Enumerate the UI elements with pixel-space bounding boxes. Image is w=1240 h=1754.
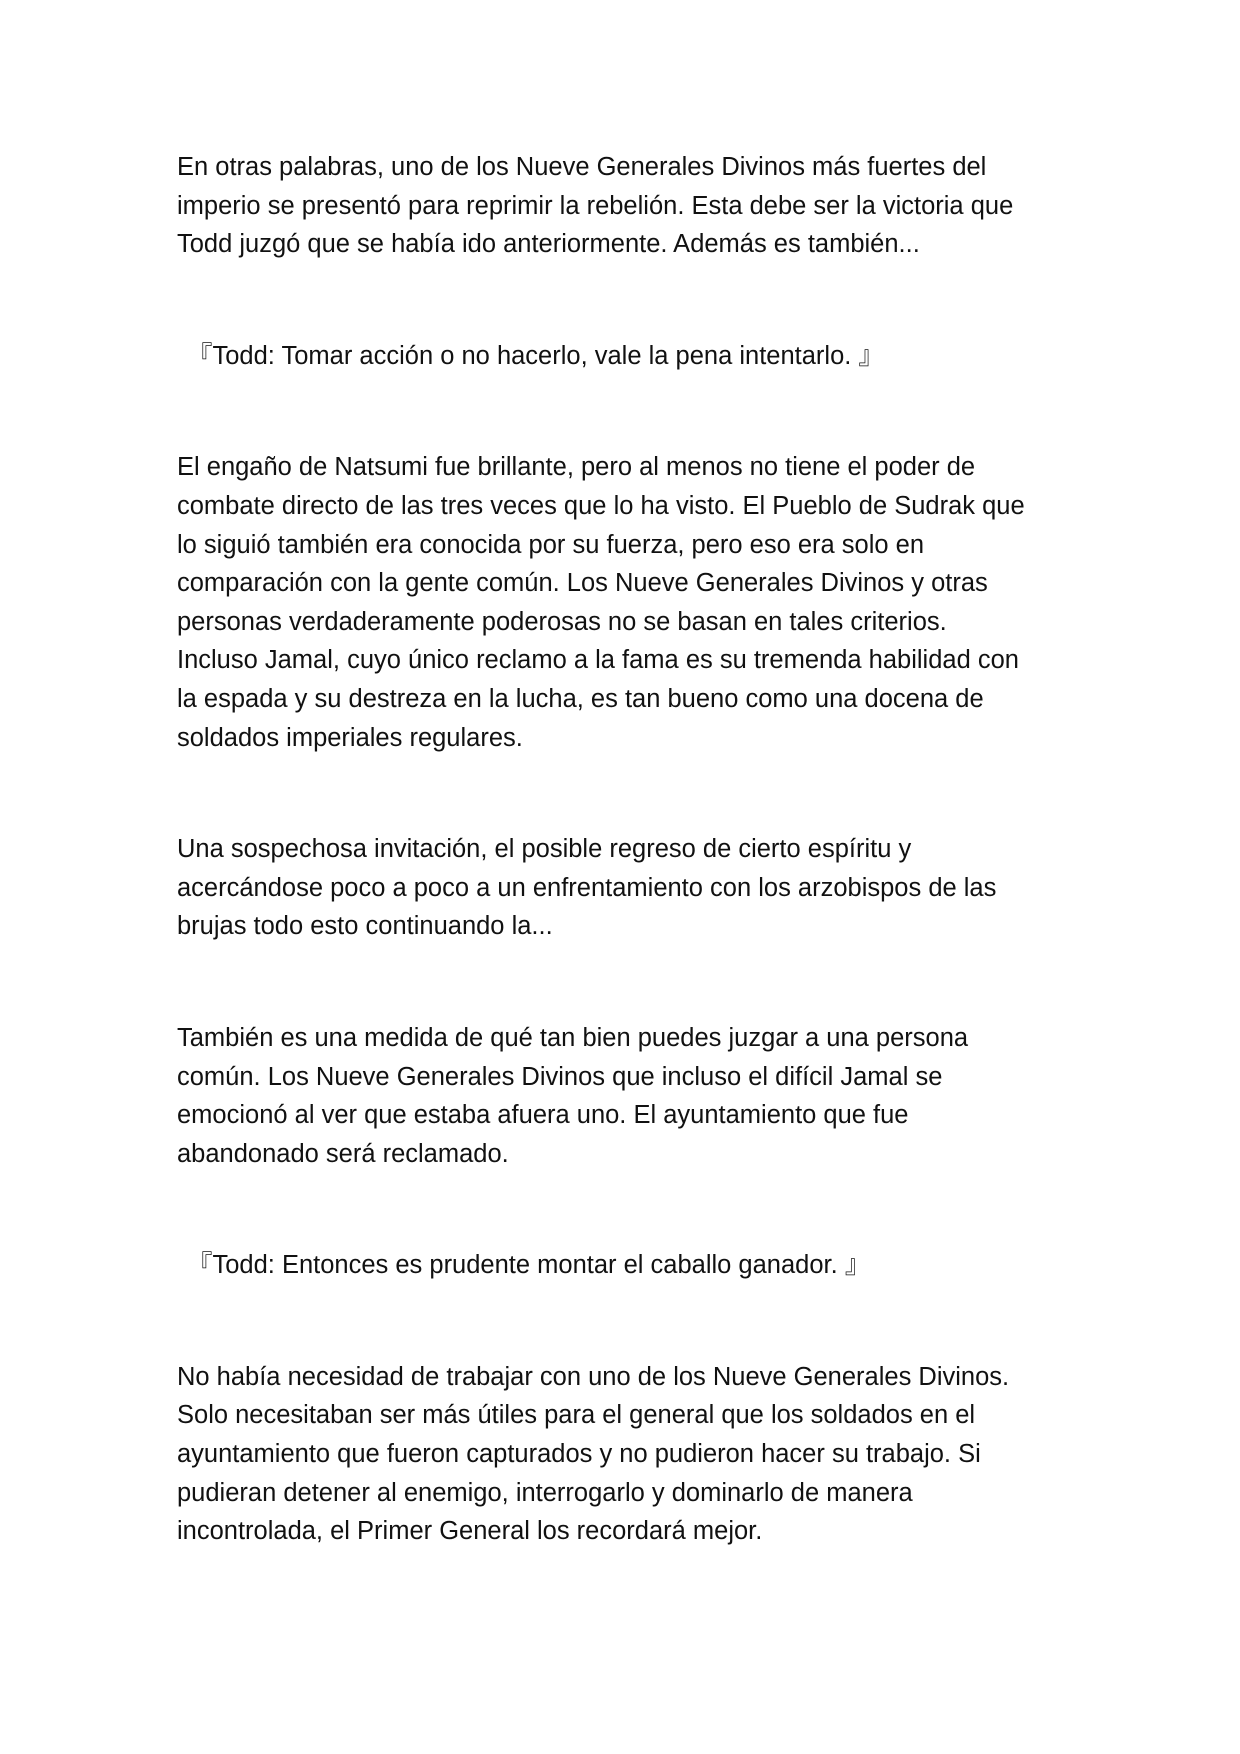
text-line: En otras palabras, uno de los Nueve Generales Divinos más fuertes del — [177, 153, 987, 181]
text-line: El engaño de Natsumi fue brillante, pero al menos no tiene el poder de — [177, 453, 976, 482]
text-line: comparación con la gente común. Los Nueve Generales Divinos y otras — [177, 569, 988, 598]
text-line: pudieran detener al enemigo, interrogarlo y dominarlo de manera — [177, 1478, 913, 1507]
text-line: abandonado será reclamado. — [177, 1139, 509, 1168]
paragraph-gap — [177, 264, 1077, 337]
paragraph-gap — [177, 1173, 1077, 1246]
dialogue-line-1: 『Todd: Tomar acción o no hacerlo, vale la pena intentarlo. 』 — [187, 341, 884, 370]
text-line: personas verdaderamente poderosas no se basan en tales criterios. — [177, 607, 947, 636]
paragraph-3 — [177, 830, 1077, 946]
paragraph-4 — [177, 1019, 1077, 1173]
text-line: imperio se presentó para reprimir la rebelión. Esta debe ser la victoria que — [177, 191, 1014, 220]
text-line: Incluso Jamal, cuyo único reclamo a la fama es su tremenda habilidad con — [177, 646, 1019, 675]
text-line: No había necesidad de trabajar con uno de los Nueve Generales Divinos. — [177, 1362, 1010, 1391]
paragraph-gap — [177, 1285, 1077, 1358]
dialogue-line-2: 『Todd: Entonces es prudente montar el caballo ganador. 』 — [187, 1251, 871, 1280]
paragraph-2 — [177, 448, 1077, 757]
paragraph-5 — [177, 1358, 1077, 1551]
paragraph-gap — [177, 375, 1077, 448]
text-line: ayuntamiento que fueron capturados y no pudieron hacer su trabajo. Si — [177, 1440, 981, 1469]
text-line: acercándose poco a poco a un enfrentamiento con los arzobispos de las — [177, 873, 997, 902]
paragraph-1 — [177, 148, 1077, 264]
text-line: común. Los Nueve Generales Divinos que incluso el difícil Jamal se — [177, 1062, 943, 1091]
text-line: incontrolada, el Primer General los recordará mejor. — [177, 1517, 763, 1546]
text-line: emocionó al ver que estaba afuera uno. El ayuntamiento que fue — [177, 1101, 909, 1130]
text-column — [177, 148, 1077, 1551]
text-line: combate directo de las tres veces que lo ha visto. El Pueblo de Sudrak que — [177, 491, 1025, 520]
text-line: la espada y su destreza en la lucha, es tan bueno como una docena de — [177, 684, 984, 713]
text-line: brujas todo esto continuando la... — [177, 912, 553, 941]
text-line: lo siguió también era conocida por su fuerza, pero eso era solo en — [177, 530, 925, 559]
text-line: Todd juzgó que se había ido anteriormente. Además es también... — [177, 230, 920, 259]
paragraph-gap — [177, 946, 1077, 1019]
text-line: Una sospechosa invitación, el posible regreso de cierto espíritu y — [177, 835, 912, 864]
text-line: soldados imperiales regulares. — [177, 723, 523, 752]
text-line: Solo necesitaban ser más útiles para el general que los soldados en el — [177, 1401, 976, 1430]
text-line: También es una medida de qué tan bien puedes juzgar a una persona — [177, 1023, 969, 1052]
paragraph-gap — [177, 757, 1077, 830]
